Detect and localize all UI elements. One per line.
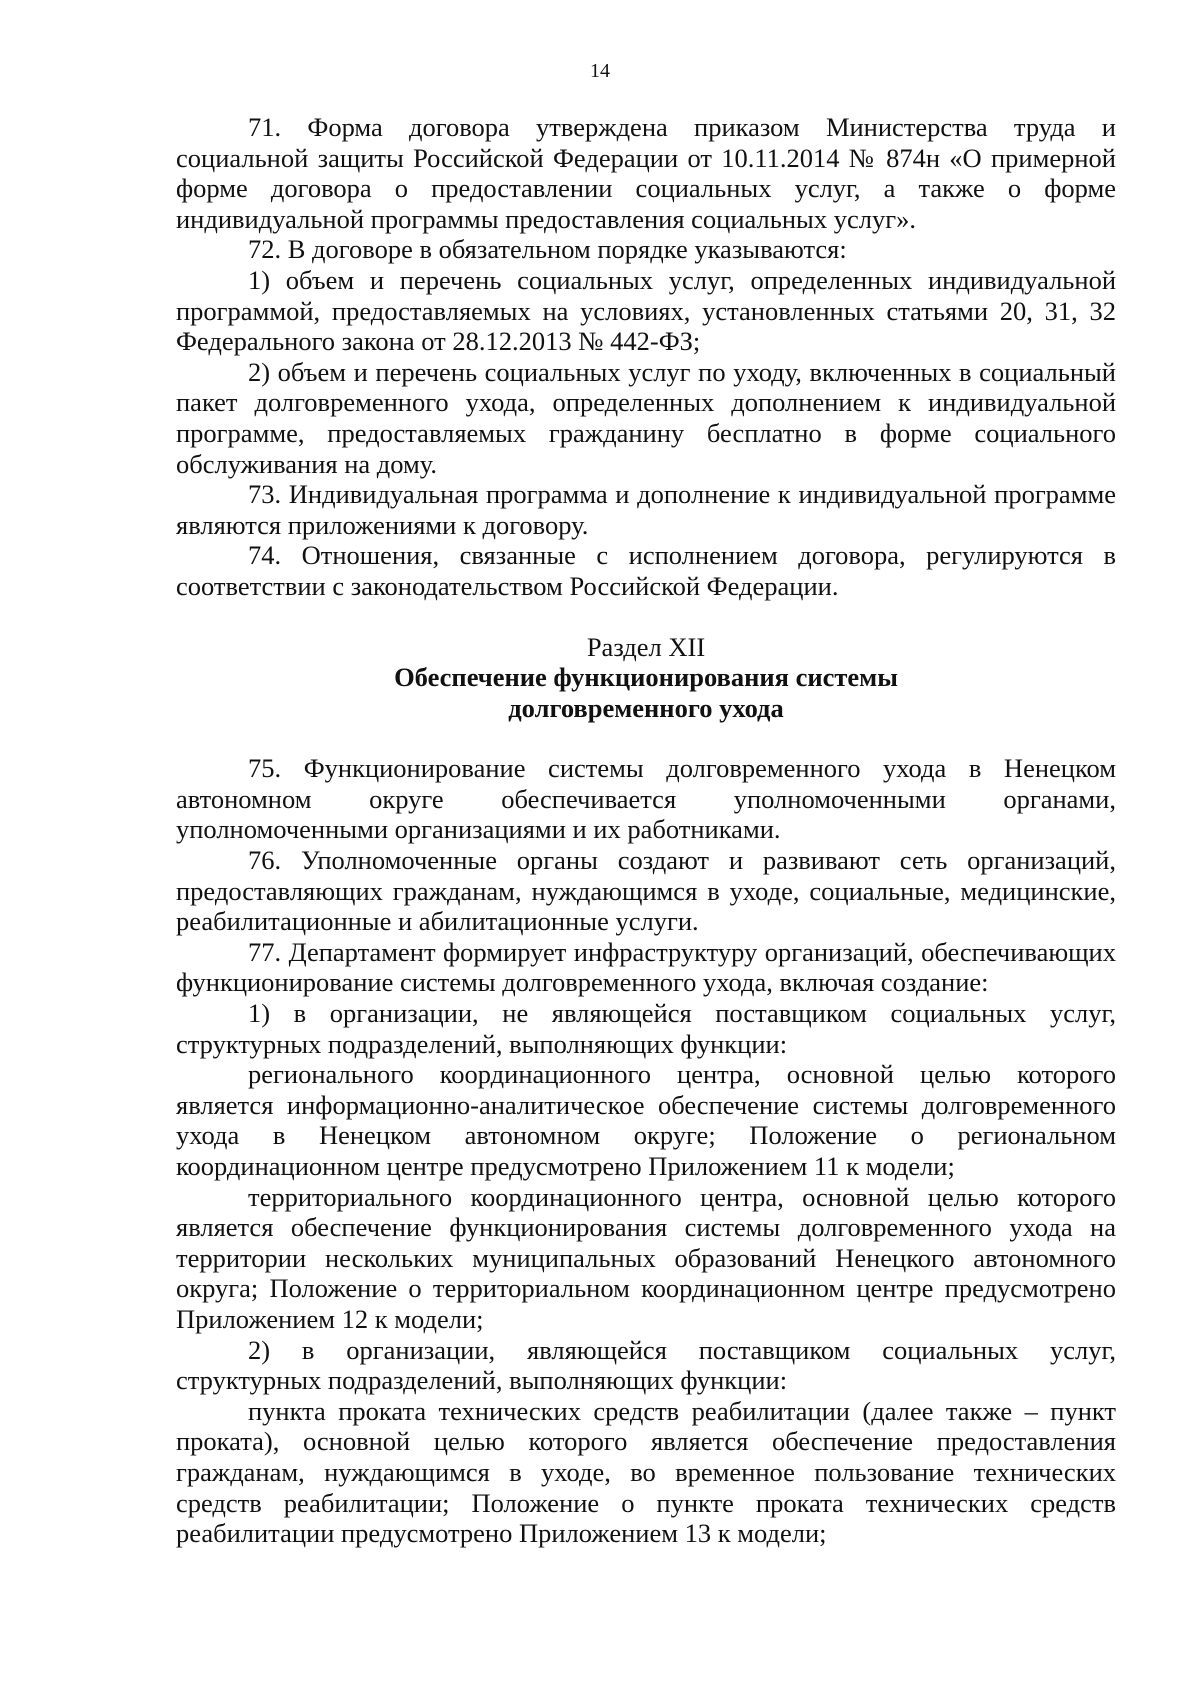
paragraph-74: 74. Отношения, связанные с исполнением договора, регулируются в соответствии с законодательством Российской Федерации.: [176, 540, 1116, 601]
paragraph-76: 76. Уполномоченные органы создают и развивают сеть организаций, предоставляющих гражданам, нуждающимся в уходе, социальные, медицинские, реабилитационные и абилитационные услуги.: [176, 845, 1116, 937]
paragraph-77: 77. Департамент формирует инфраструктуру организаций, обеспечивающих функционирование системы долговременного ухода, включая создание:: [176, 936, 1116, 998]
paragraph-71: 71. Форма договора утверждена приказом Министерства труда и социальной защиты Российской Федерации от 10.11.2014 № 874н «О примерной форме договора о предоставлении социальных услуг, а также о форме индивидуальной программы предоставления социальных услуг».: [176, 112, 1116, 234]
paragraph-72-item-2: 2) объем и перечень социальных услуг по уходу, включенных в социальный пакет долговременного ухода, определенных дополнением к индивидуальной программе, предоставляемых гражданину бесплатно в форме социального обслуживания на дому.: [176, 356, 1116, 479]
section-label: Раздел XII: [586, 631, 706, 662]
page-number: 14: [590, 60, 610, 82]
section-title-line-1: Обеспечение функционирования системы: [394, 662, 898, 693]
section-title-line-2: долговременного ухода: [508, 692, 784, 723]
paragraph-77-item-1: 1) в организации, не являющейся поставщиком социальных услуг, структурных подразделений, выполняющих функции:: [176, 998, 1116, 1059]
section-heading: [176, 632, 1116, 724]
document-body: [176, 112, 1116, 1549]
regional-center-paragraph: регионального координационного центра, основной целью которого является информационно-аналитическое обеспечение системы долговременного ухода в Ненецком автономном округе; Положение о региональном координационном центре предусмотрено Приложением 11 к модели;: [176, 1059, 1116, 1181]
paragraph-75: 75. Функционирование системы долговременного ухода в Ненецком автономном округе обеспечивается уполномоченными органами, уполномоченными организациями и их работниками.: [176, 753, 1116, 845]
paragraph-72-item-1: 1) объем и перечень социальных услуг, определенных индивидуальной программой, предоставляемых на условиях, установленных статьями 20, 31, 32 Федерального закона от 28.12.2013 № 442-ФЗ;: [176, 264, 1116, 357]
rental-point-paragraph: пункта проката технических средств реабилитации (далее также – пункт проката), основной целью которого является обеспечение предоставления гражданам, нуждающимся в уходе, во временное пользование технических средств реабилитации; Положение о пункте проката технических средств реабилитации предусмотрено Приложением 13 к модели;: [176, 1395, 1116, 1549]
territorial-center-paragraph: территориального координационного центра, основной целью которого является обеспечение функционирования системы долговременного ухода на территории нескольких муниципальных образований Ненецкого автономного округа; Положение о территориальном координационном центре предусмотрено Приложением 12 к модели;: [176, 1181, 1116, 1334]
paragraph-73: 73. Индивидуальная программа и дополнение к индивидуальной программе являются приложениями к договору.: [176, 479, 1116, 540]
paragraph-72: 72. В договоре в обязательном порядке указываются:: [248, 234, 847, 265]
paragraph-77-item-2: 2) в организации, являющейся поставщиком социальных услуг, структурных подразделений, выполняющих функции:: [176, 1334, 1116, 1396]
